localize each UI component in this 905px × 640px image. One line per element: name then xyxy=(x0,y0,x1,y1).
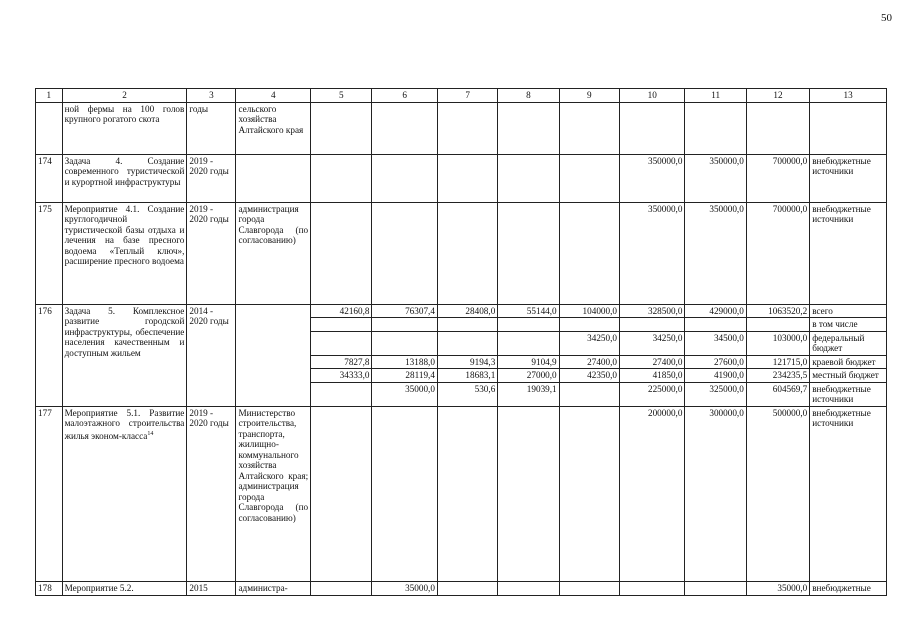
header-cell: 7 xyxy=(437,89,497,103)
value-cell: 530,6 xyxy=(437,382,497,406)
header-cell: 11 xyxy=(685,89,746,103)
header-cell: 12 xyxy=(746,89,809,103)
executor: администрация города Славгорода (по согласованию) xyxy=(236,202,311,304)
value-cell xyxy=(746,318,809,332)
header-cell: 13 xyxy=(810,89,887,103)
row-number xyxy=(36,102,63,154)
header-cell: 5 xyxy=(311,89,372,103)
value-cell: 350000,0 xyxy=(685,202,746,304)
executor xyxy=(236,154,311,202)
value-cell: 500000,0 xyxy=(746,406,809,581)
activity-name: Мероприятие 4.1. Создание круглогодичной туристической базы отдыха и лечения на базе пресного водоема «Теплый ключ», расширение пресного водоема xyxy=(62,202,187,304)
value-cell: 429000,0 xyxy=(685,304,746,318)
activity-name: Задача 4. Создание современного туристической и курортной инфраструктуры xyxy=(62,154,187,202)
funding-source: в том числе xyxy=(810,318,887,332)
table-row xyxy=(36,154,887,202)
value-cell: 42350,0 xyxy=(559,369,619,383)
row-number: 177 xyxy=(36,406,63,581)
value-cell xyxy=(311,331,372,355)
funding-source: всего xyxy=(810,304,887,318)
row-number: 175 xyxy=(36,202,63,304)
value-cell: 27400,0 xyxy=(619,355,684,369)
period: 2019 - 2020 годы xyxy=(187,154,236,202)
header-cell: 3 xyxy=(187,89,236,103)
page-number: 50 xyxy=(881,12,892,24)
value-cell: 350000,0 xyxy=(619,154,684,202)
activity-name: Задача 5. Комплексное развитие городской инфраструктуры, обеспечение населения качественным и доступным жильем xyxy=(62,304,187,406)
value-cell: 200000,0 xyxy=(619,406,684,581)
value-cell xyxy=(372,331,437,355)
executor xyxy=(236,304,311,406)
activity-name: Мероприятие 5.2. xyxy=(62,581,187,595)
funding-source: внебюджетные источники xyxy=(810,202,887,304)
value-cell: 1063520,2 xyxy=(746,304,809,318)
activity-name: ной фермы на 100 голов крупного рогатого скота xyxy=(62,102,187,154)
value-cell: 7827,8 xyxy=(311,355,372,369)
funding-source: внебюджетные источники xyxy=(810,382,887,406)
value-cell: 76307,4 xyxy=(372,304,437,318)
value-cell xyxy=(311,382,372,406)
header-cell: 6 xyxy=(372,89,437,103)
activity-name xyxy=(62,406,187,581)
value-cell: 103000,0 xyxy=(746,331,809,355)
period: 2019 - 2020 годы xyxy=(187,202,236,304)
value-cell xyxy=(559,382,619,406)
value-cell: 18683,1 xyxy=(437,369,497,383)
value-cell: 350000,0 xyxy=(685,154,746,202)
value-cell: 328500,0 xyxy=(619,304,684,318)
value-cell: 104000,0 xyxy=(559,304,619,318)
value-cell: 300000,0 xyxy=(685,406,746,581)
value-cell: 34500,0 xyxy=(685,331,746,355)
value-cell xyxy=(372,318,437,332)
value-cell: 13188,0 xyxy=(372,355,437,369)
funding-source: местный бюджет xyxy=(810,369,887,383)
header-cell: 2 xyxy=(62,89,187,103)
funding-source: федеральный бюджет xyxy=(810,331,887,355)
value-cell xyxy=(498,331,559,355)
activity-name-text: Мероприятие 5.1. Развитие малоэтажного строительства жилья эконом-класса xyxy=(64,407,185,441)
footnote-mark: 14 xyxy=(147,430,154,437)
value-cell: 28408,0 xyxy=(437,304,497,318)
value-cell xyxy=(437,318,497,332)
value-cell: 325000,0 xyxy=(685,382,746,406)
value-cell xyxy=(685,318,746,332)
header-cell: 10 xyxy=(619,89,684,103)
table-row xyxy=(36,202,887,304)
value-cell: 42160,8 xyxy=(311,304,372,318)
row-number: 176 xyxy=(36,304,63,406)
table-row xyxy=(36,406,887,581)
value-cell: 27000,0 xyxy=(498,369,559,383)
value-cell: 121715,0 xyxy=(746,355,809,369)
executor: сельского хозяйства Алтайского края xyxy=(236,102,311,154)
value-cell: 28119,4 xyxy=(372,369,437,383)
value-cell: 35000,0 xyxy=(372,382,437,406)
value-cell: 700000,0 xyxy=(746,202,809,304)
header-cell: 8 xyxy=(498,89,559,103)
value-cell xyxy=(559,318,619,332)
value-cell xyxy=(311,318,372,332)
table-row xyxy=(36,102,887,154)
period: 2015 xyxy=(187,581,236,595)
value-cell: 34250,0 xyxy=(619,331,684,355)
table-row xyxy=(36,581,887,595)
header-cell: 4 xyxy=(236,89,311,103)
value-cell xyxy=(437,331,497,355)
value-cell: 604569,7 xyxy=(746,382,809,406)
value-cell: 55144,0 xyxy=(498,304,559,318)
value-cell: 350000,0 xyxy=(619,202,684,304)
funding-source: внебюджетные источники xyxy=(810,406,887,581)
row-number: 174 xyxy=(36,154,63,202)
header-row xyxy=(36,89,887,103)
program-table xyxy=(35,88,887,596)
header-cell: 9 xyxy=(559,89,619,103)
value-cell: 34250,0 xyxy=(559,331,619,355)
period: 2014 - 2020 годы xyxy=(187,304,236,406)
executor: администра- xyxy=(236,581,311,595)
value-cell: 234235,5 xyxy=(746,369,809,383)
funding-source: внебюджетные источники xyxy=(810,154,887,202)
value-cell: 19039,1 xyxy=(498,382,559,406)
value-cell: 700000,0 xyxy=(746,154,809,202)
value-cell: 35000,0 xyxy=(746,581,809,595)
value-cell: 41900,0 xyxy=(685,369,746,383)
value-cell xyxy=(619,318,684,332)
value-cell: 27400,0 xyxy=(559,355,619,369)
period: 2019 - 2020 годы xyxy=(187,406,236,581)
funding-source: краевой бюджет xyxy=(810,355,887,369)
value-cell: 35000,0 xyxy=(372,581,437,595)
value-cell: 225000,0 xyxy=(619,382,684,406)
header-cell: 1 xyxy=(36,89,63,103)
table-row xyxy=(36,304,887,318)
value-cell: 41850,0 xyxy=(619,369,684,383)
value-cell xyxy=(498,318,559,332)
value-cell: 27600,0 xyxy=(685,355,746,369)
value-cell: 9104,9 xyxy=(498,355,559,369)
value-cell: 34333,0 xyxy=(311,369,372,383)
row-number: 178 xyxy=(36,581,63,595)
funding-source: внебюджетные xyxy=(810,581,887,595)
value-cell: 9194,3 xyxy=(437,355,497,369)
period: годы xyxy=(187,102,236,154)
executor: Министерство строительства, транспорта, жилищно-коммунального хозяйства Алтайского края; администрация города Славгорода (по согласованию) xyxy=(236,406,311,581)
